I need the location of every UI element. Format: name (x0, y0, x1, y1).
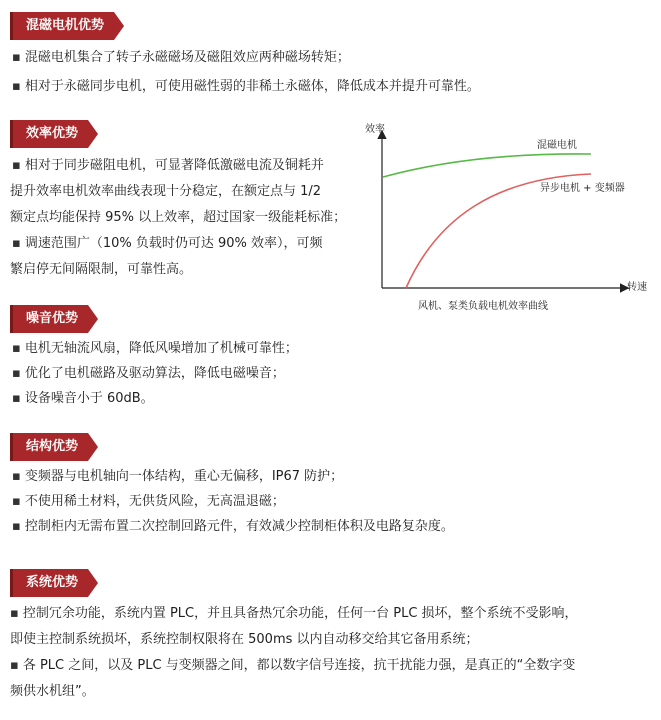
s5-line-3: ▪ 各 PLC 之间，以及 PLC 与变频器之间，都以数字信号连接，抗干扰能力强，是真正的“全数字变 (10, 658, 576, 673)
chart-caption: 风机、泵类负载电机效率曲线 (418, 301, 548, 312)
s5-line-2: 即使主控制系统损坏，系统控制权限将在 500ms 以内自动移交给其它备用系统； (10, 632, 479, 647)
legend-async-motor: 异步电机 + 变频器 (540, 183, 625, 194)
s1-line-1: ▪ 混磁电机集合了转子永磁磁场及磁阻效应两种磁场转矩； (12, 50, 350, 65)
x-axis-label: 转速 (627, 282, 647, 293)
s4-line-1: ▪ 变频器与电机轴向一体结构，重心无偏移，IP67 防护； (12, 469, 344, 484)
section-title-efficiency: 效率优势 (10, 120, 88, 148)
legend-hybrid-motor: 混磁电机 (537, 140, 577, 151)
s1-line-2: ▪ 相对于永磁同步电机，可使用磁性弱的非稀土永磁体，降低成本并提升可靠性。 (12, 79, 480, 94)
s2-line-4: ▪ 调速范围广（10% 负载时仍可达 90% 效率），可频 (12, 236, 323, 251)
s3-line-1: ▪ 电机无轴流风扇，降低风噪增加了机械可靠性； (12, 341, 298, 356)
y-axis-label: 效率 (365, 124, 385, 135)
section-title-system: 系统优势 (10, 569, 88, 597)
s2-line-1: ▪ 相对于同步磁阻电机，可显著降低激磁电流及铜耗并 (12, 158, 324, 173)
s5-line-4: 频供水机组”。 (10, 684, 95, 699)
efficiency-chart (365, 118, 655, 318)
s3-line-3: ▪ 设备噪音小于 60dB。 (12, 391, 154, 406)
series-line-hybrid-motor (383, 154, 591, 177)
s2-line-2: 提升效率电机效率曲线表现十分稳定，在额定点与 1/2 (10, 184, 322, 199)
section-title-structure: 结构优势 (10, 433, 88, 461)
s4-line-3: ▪ 控制柜内无需布置二次控制回路元件，有效减少控制柜体积及电路复杂度。 (12, 519, 454, 534)
section-title-noise: 噪音优势 (10, 305, 88, 333)
s2-line-3: 额定点均能保持 95% 以上效率，超过国家一级能耗标准； (10, 210, 347, 225)
s3-line-2: ▪ 优化了电机磁路及驱动算法，降低电磁噪音； (12, 366, 285, 381)
section-title-hybrid-motor: 混磁电机优势 (10, 12, 114, 40)
s4-line-2: ▪ 不使用稀土材料，无供货风险，无高温退磁； (12, 494, 285, 509)
s5-line-1: ▪ 控制冗余功能，系统内置 PLC，并且具备热冗余功能，任何一台 PLC 损坏，整个系统不受影响， (10, 606, 578, 621)
s2-line-5: 繁启停无间隔限制，可靠性高。 (10, 262, 193, 277)
